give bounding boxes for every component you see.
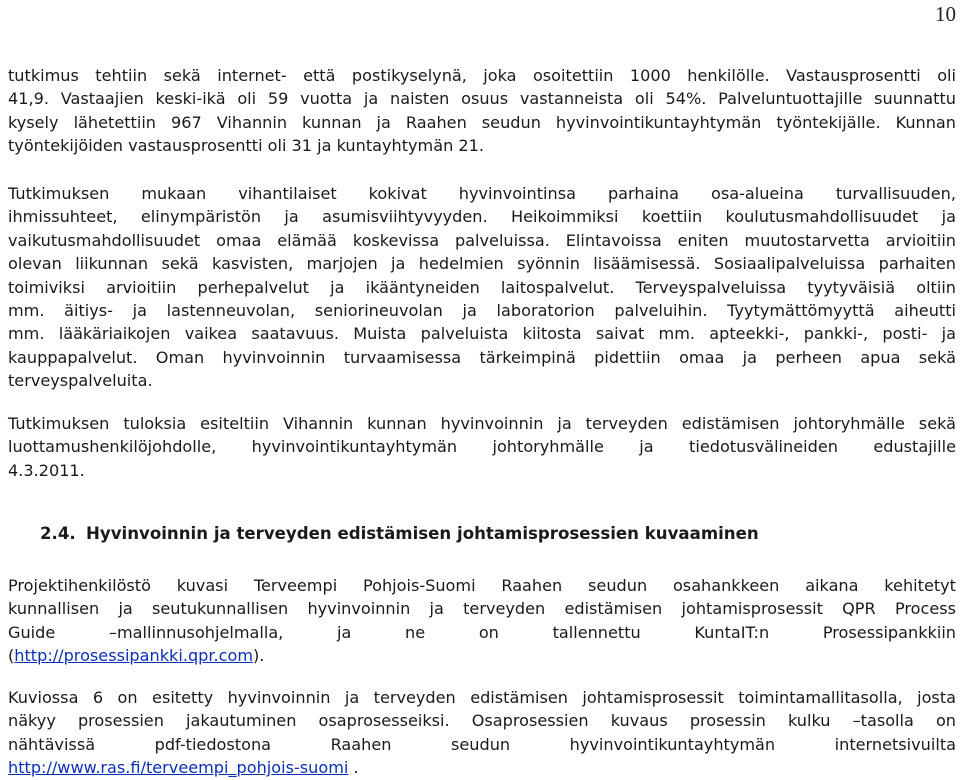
text-line: kauppapalvelut. Oman hyvinvoinnin turvaamisessa tärkeimpinä pidettiin omaa ja perheen apua sekä: [8, 347, 956, 367]
text-line: mm. lääkäriaikojen vaikea saatavuus. Muista palveluista kiitosta saivat mm. apteekki-, pankki-, posti- ja: [8, 324, 956, 344]
link-suffix: ).: [253, 646, 265, 666]
page-number: 10: [935, 2, 956, 26]
text-line: näkyy prosessien jakautuminen osaprosesseiksi. Osaprosessien kuvaus prosessin kulku –tasolla on: [8, 711, 956, 731]
text-line: tutkimus tehtiin sekä internet- että postikyselynä, joka osoitettiin 1000 henkilölle. Vastausprosentti oli: [8, 66, 956, 85]
text-line: [8, 756, 956, 779]
link-suffix: .: [348, 758, 359, 778]
text-line: Tutkimuksen mukaan vihantilaiset kokivat hyvinvointinsa parhaina osa-alueina turvallisuuden,: [8, 184, 956, 203]
text-line: luottamushenkilöjohdolle, hyvinvointikuntayhtymän johtoryhmälle ja tiedotusvälineiden edustajille: [8, 437, 956, 457]
text-line: toimiviksi arvioitiin perhepalvelut ja ikääntyneiden laitospalvelut. Terveyspalveluissa tyytyväisiä oltiin: [8, 277, 956, 297]
text-line: 4.3.2011.: [8, 460, 85, 480]
prosessipankki-link[interactable]: http://prosessipankki.qpr.com: [14, 646, 253, 666]
paragraph-process-description: [8, 574, 956, 668]
text-line: Tutkimuksen tuloksia esiteltiin Vihannin kunnan hyvinvoinnin ja terveyden edistämisen johtoryhmälle sekä: [8, 414, 956, 433]
text-line: terveyspalveluita.: [8, 371, 153, 391]
text-line: Kuviossa 6 on esitetty hyvinvoinnin ja terveyden edistämisen johtamisprosessit toimintamallitasolla, josta: [8, 688, 956, 707]
text-line: ihmissuhteet, elinympäristön ja asumisviihtyvyyden. Heikoimmiksi koettiin koulutusmahdollisuudet ja: [8, 207, 956, 227]
paragraph-results-presented: [8, 412, 956, 482]
section-title: Hyvinvoinnin ja terveyden edistämisen johtamisprosessien kuvaaminen: [86, 524, 759, 543]
text-line: mm. äitiys- ja lastenneuvolan, seniorineuvolan ja laboratorion palveluihin. Tyytymättömyyttä aiheutti: [8, 301, 956, 321]
text-line: Guide –mallinnusohjelmalla, ja ne on tallennettu KuntaIT:n Prosessipankkiin: [8, 622, 956, 642]
link-paren: (: [8, 646, 15, 666]
ras-website-link[interactable]: http://www.ras.fi/terveempi_pohjois-suomi: [8, 758, 349, 778]
text-line: 41,9. Vastaajien keski-ikä oli 59 vuotta ja naisten osuus vastanneista oli 54%. Palveluntuottajille suunnattu: [8, 89, 956, 109]
paragraph-survey-results: [8, 182, 956, 393]
text-line: työntekijöiden vastausprosentti oli 31 ja kuntayhtymän 21.: [8, 136, 485, 156]
section-heading: [40, 522, 759, 546]
text-line: kunnallisen ja seutukunnallisen hyvinvoinnin ja terveyden edistämisen johtamisprosessit QPR Process: [8, 599, 956, 619]
text-line: [8, 644, 956, 667]
text-line: kysely lähetettiin 967 Vihannin kunnan ja Raahen seudun hyvinvointikuntayhtymän työntekijälle. Kunnan: [8, 112, 956, 132]
text-line: Projektihenkilöstö kuvasi Terveempi Pohjois-Suomi Raahen seudun osahankkeen aikana kehitetyt: [8, 576, 956, 595]
text-line: vaikutusmahdollisuudet omaa elämää koskevissa palveluissa. Elintavoissa eniten muutostarvetta arvioitiin: [8, 230, 956, 250]
paragraph-figure-reference: [8, 686, 956, 780]
text-line: nähtävissä pdf-tiedostona Raahen seudun hyvinvointikuntayhtymän internetsivuilta: [8, 734, 956, 754]
paragraph-survey-intro: [8, 64, 956, 158]
text-line: olevan liikunnan sekä kasvisten, marjojen ja hedelmien syönnin lisäämisessä. Sosiaalipalveluissa parhaiten: [8, 254, 956, 274]
section-number: 2.4.: [40, 524, 76, 543]
